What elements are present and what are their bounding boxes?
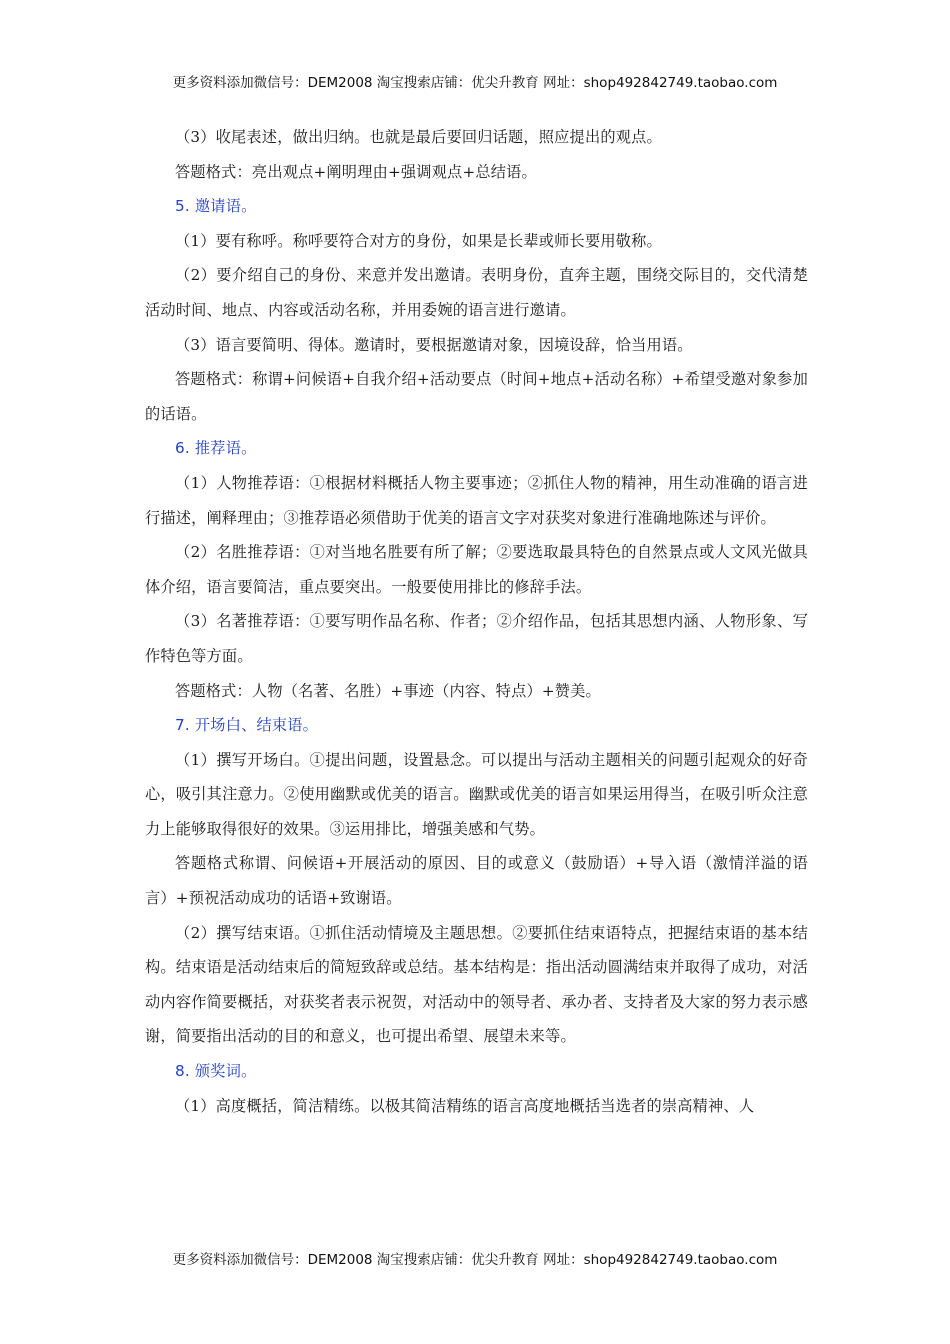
page-header: 更多资料添加微信号：DEM2008 淘宝搜索店铺：优尖升教育 网址：shop492842749.taobao.com xyxy=(172,75,778,91)
section-heading-recommendation: 6. 推荐语。 xyxy=(175,439,257,458)
paragraph: （1）要有称呼。称呼要符合对方的身份，如果是长辈或师长要用敬称。 xyxy=(175,231,662,250)
paragraph: （1）高度概括，简洁精练。以极其简洁精练的语言高度地概括当选者的崇高精神、人 xyxy=(175,1096,755,1115)
paragraph: （2）要介绍自己的身份、来意并发出邀请。表明身份，直奔主题，围绕交际目的，交代清楚活动时间、地点、内容或活动名称，并用委婉的语言进行邀请。 xyxy=(145,266,808,319)
answer-format-paragraph: 答题格式称谓、问候语+开展活动的原因、目的或意义（鼓励语）+导入语（激情洋溢的语言）+预祝活动成功的话语+致谢语。 xyxy=(145,854,808,908)
paragraph: （2）名胜推荐语：①对当地名胜要有所了解；②要选取最具特色的自然景点或人文风光做具体介绍，语言要简洁，重点要突出。一般要使用排比的修辞手法。 xyxy=(145,543,808,596)
section-heading-award-speech: 8. 颁奖词。 xyxy=(175,1062,257,1081)
page-footer: 更多资料添加微信号：DEM2008 淘宝搜索店铺：优尖升教育 网址：shop492842749.taobao.com xyxy=(172,1252,778,1268)
answer-format-paragraph: 答题格式：人物（名著、名胜）+事迹（内容、特点）+赞美。 xyxy=(175,681,601,700)
answer-format-paragraph: 答题格式：称谓+问候语+自我介绍+活动要点（时间+地点+活动名称）+希望受邀对象参加的话语。 xyxy=(145,370,808,423)
document-body xyxy=(145,120,808,1123)
answer-format-paragraph: 答题格式：亮出观点+阐明理由+强调观点+总结语。 xyxy=(175,162,537,181)
paragraph: （1）人物推荐语：①根据材料概括人物主要事迹；②抓住人物的精神，用生动准确的语言进行描述，阐释理由；③推荐语必须借助于优美的语言文字对获奖对象进行准确地陈述与评价。 xyxy=(145,473,808,527)
paragraph: （1）撰写开场白。①提出问题，设置悬念。可以提出与活动主题相关的问题引起观众的好奇心，吸引其注意力。②使用幽默或优美的语言。幽默或优美的语言如果运用得当，在吸引听众注意力上能够取得很好的效果。③运用排比，增强美感和气势。 xyxy=(145,750,808,838)
paragraph: （3）收尾表述，做出归纳。也就是最后要回归话题，照应提出的观点。 xyxy=(175,128,662,146)
paragraph: （3）语言要简明、得体。邀请时，要根据邀请对象，因境设辞，恰当用语。 xyxy=(175,335,693,354)
paragraph: （3）名著推荐语：①要写明作品名称、作者；②介绍作品，包括其思想内涵、人物形象、写作特色等方面。 xyxy=(145,612,808,665)
paragraph: （2）撰写结束语。①抓住活动情境及主题思想。②要抓住结束语特点，把握结束语的基本结构。结束语是活动结束后的简短致辞或总结。基本结构是：指出活动圆满结束并取得了成功，对活动内容作简要概括，对获奖者表示祝贺，对活动中的领导者、承办者、支持者及大家的努力表示感谢，简要指出活动的目的和意义，也可提出希望、展望未来等。 xyxy=(145,923,808,1046)
section-heading-opening-closing: 7. 开场白、结束语。 xyxy=(175,716,319,735)
section-heading-invitation: 5. 邀请语。 xyxy=(175,197,257,216)
